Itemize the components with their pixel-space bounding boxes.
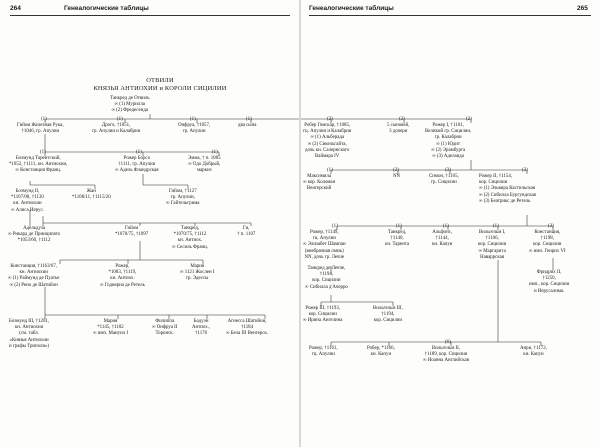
node-emma: Эмма, † п. 1085 ∞ Одо Добрый, маркиз [188, 156, 221, 174]
node-bohemund-iii: Боэмунд III, †1201, кн. Антиохии (см. табл. «Князья Антиохии и графы Триполи») [9, 319, 50, 349]
right-page [301, 0, 600, 447]
node-william-iii: Вильгельм III, †1194, кор. Сицилии [373, 306, 403, 324]
marriage-tag: (1) [40, 150, 46, 155]
marriage-tag: (1) [212, 150, 218, 155]
node-bohemund-ii: Боэмунд II, *1107/08, †1130 кн. Антиохии ∞ Алиса Иерус. [11, 189, 44, 213]
node-baldwin-of-antioch: Бодуэн Антиох., †1176 [192, 319, 211, 337]
node-robert-guiscard: Робер Гвискар, †1085, гц. Апулии и Калабрии ∞ (1) Альберада ∞ (2) Сикельгайта, дочь кн. Салернского Ваймара IV [303, 123, 352, 160]
marriage-tag: (2) [393, 168, 399, 173]
left-page [0, 0, 299, 447]
page-number-right: 265 [577, 5, 588, 12]
node-guy: Ги, † п. 1107 [237, 226, 256, 238]
node-tancred-de-hauteville: Танкред де Отвиль ∞ (1) Мурилла ∞ (2) Фредесенда [110, 96, 150, 114]
marriage-tag: (1) [136, 150, 142, 155]
node-tancred-prince: Танкред, *1070/75, †1112 кн. Антиох. ∞ Сесиль Франц. [172, 226, 208, 250]
marriage-tag: (1) [396, 224, 402, 229]
node-roger-ii: Рожер II, †1154, кор. Сицилии ∞ (1) Эльвира Кастильская ∞ (2) Сибилла Бургундская ∞ (3) Беатрикс де Ретель [479, 174, 536, 204]
node-bohemund-of-taranto: Боэмунд Тарентский, *1052, †1111, кн. Антиохии, ∞ Констанция Франц. [9, 156, 68, 174]
marriage-tag: (1) [332, 224, 338, 229]
node-guillaume-iron-arm: Гийом Железная Рука, †1046, гр. Апулии [17, 123, 64, 135]
node-constance-of-sicily: Констанция, †1198, кор. Сицилии ∞ имп. Генрих VI [529, 230, 566, 254]
node-two-sons: два сына [238, 123, 257, 128]
node-jean: Жан *1108/11, †1115/20 [72, 189, 111, 201]
node-guillaume-of-apulia: Гийом, †1127 гр. Апулии, ∞ Гайтельгрима [166, 189, 200, 207]
node-tancred-of-taranto: Танкред, †1140, кн. Тарента [385, 230, 410, 248]
marriage-tag: (3) [445, 168, 451, 173]
node-roger-borsa: Рожер Борса †1111, гр. Апулии ∞ Адель Фландрская [115, 156, 159, 174]
node-guillaume-son-of-emma: Гийом *1070/75, †1097 [115, 226, 149, 238]
node-drogo: Дрого, †1051, гр. Апулии и Калабрии [92, 123, 141, 135]
node-maria-of-antioch: Мария *1145, †1182 ∞ имп. Мануил I [93, 319, 128, 337]
marriage-tag: (3) [548, 224, 554, 229]
marriage-tag: (1) [41, 117, 47, 122]
header-rule-right [309, 15, 591, 16]
running-head-left: Генеалогические таблицы [64, 5, 149, 12]
marriage-tag: (1) [117, 117, 123, 122]
node-philippa: Филиппа ∞ Онфруа II Торонск. [152, 319, 178, 337]
marriage-tag: (2) [466, 117, 472, 122]
node-maximilla: Максимила ∞ кор. Коломан Венгерский [303, 174, 336, 192]
marriage-tag: (3) [522, 168, 528, 173]
node-agnes-of-chatillon: Агнесса Шатийон, †1184 ∞ Бела III Венгерск. [226, 319, 269, 337]
node-william-ii: Вильгельм II, †1189, кор. Сицилии ∞ Иоанна Английская [423, 346, 469, 364]
marriage-tag: (1) [443, 224, 449, 229]
table-title: ОТВИЛИ [146, 77, 174, 84]
marriage-tag: (2) [327, 117, 333, 122]
node-robert-of-capua: Робер, *1166, кн. Капуи [367, 346, 395, 358]
marriage-tag: (1) [493, 224, 499, 229]
running-head-right: Генеалогические таблицы [309, 5, 394, 12]
header-rule-left [10, 15, 290, 16]
node-adelduza: Адельдуза ∞ Рикард де Принципато *1053/60, †1112 [8, 226, 61, 244]
page-number-left: 264 [10, 5, 21, 12]
table-subtitle: КНЯЗЬЯ АНТИОХИИ и КОРОЛИ СИЦИЛИИ [93, 85, 227, 92]
node-henry-of-capua: Анри, †1172, кн. Капуи [520, 346, 547, 358]
node-frederick-ii: Фридрих II, †1250, имп., кор. Сицилии и Иерусалима. [529, 270, 570, 294]
node-humphrey: Онфруа, †1057, гр. Апулии [178, 123, 211, 135]
tree-lines-left [0, 0, 299, 447]
node-roger-duke-of-apulia: Рожер, †1149, гц. Апулии ∞ Элизабет Шампан (внебрачная связь) NN, дочь гр. Лечче [303, 230, 346, 260]
node-constance-of-antioch: Констанция, †1163/67, кн. Антиохии ∞ (1) Раймунд де Пуатье ∞ (2) Рено де Шатийон [8, 264, 60, 288]
node-alfonso-of-capua: Альфонс, †1144, кн. Капуи [432, 230, 453, 248]
marriage-tag: (1) [327, 168, 333, 173]
node-roger-iii: Рожер III, †1193, кор. Сицилии ∞ Ирина Ангелина [303, 306, 343, 324]
node-roger-of-salerno: Рожер, *1083, †1119, кн. Антиох. ∞ Годиерна де Ретель [100, 264, 145, 288]
node-william-i: Вильгельм I, †1166, кор. Сицилии ∞ Маргарита Наваррская [478, 230, 507, 260]
node-other-children: 5 сыновей, 3 дочери [387, 123, 410, 135]
node-simon: Симон, †1105, гр. Сицилии [429, 174, 459, 186]
tree-lines-right [301, 0, 600, 447]
node-roger-i: Рожер I, †1101, Великий гр. Сицилии, гр. Калабрии ∞ (1) Юдит ∞ (2) Эрамбурга ∞ (3) Аделаида [425, 123, 472, 160]
marriage-tag: (6) [445, 340, 451, 345]
marriage-tag: (1) [246, 117, 252, 122]
node-maria-antioch: Мария ∞ 1121 Жослен I гр. Эдессы [180, 264, 215, 282]
node-nn: NN [393, 174, 401, 179]
marriage-tag: (2) [399, 117, 405, 122]
node-roger-duke-1161: Рожер, †1161, гц. Апулии [309, 346, 338, 358]
node-tancred-of-lecce: Танкред де Лечче, †1194, кор. Сицилии ∞ Сибилла д'Ачерро [305, 266, 348, 290]
marriage-tag: (1) [190, 117, 196, 122]
